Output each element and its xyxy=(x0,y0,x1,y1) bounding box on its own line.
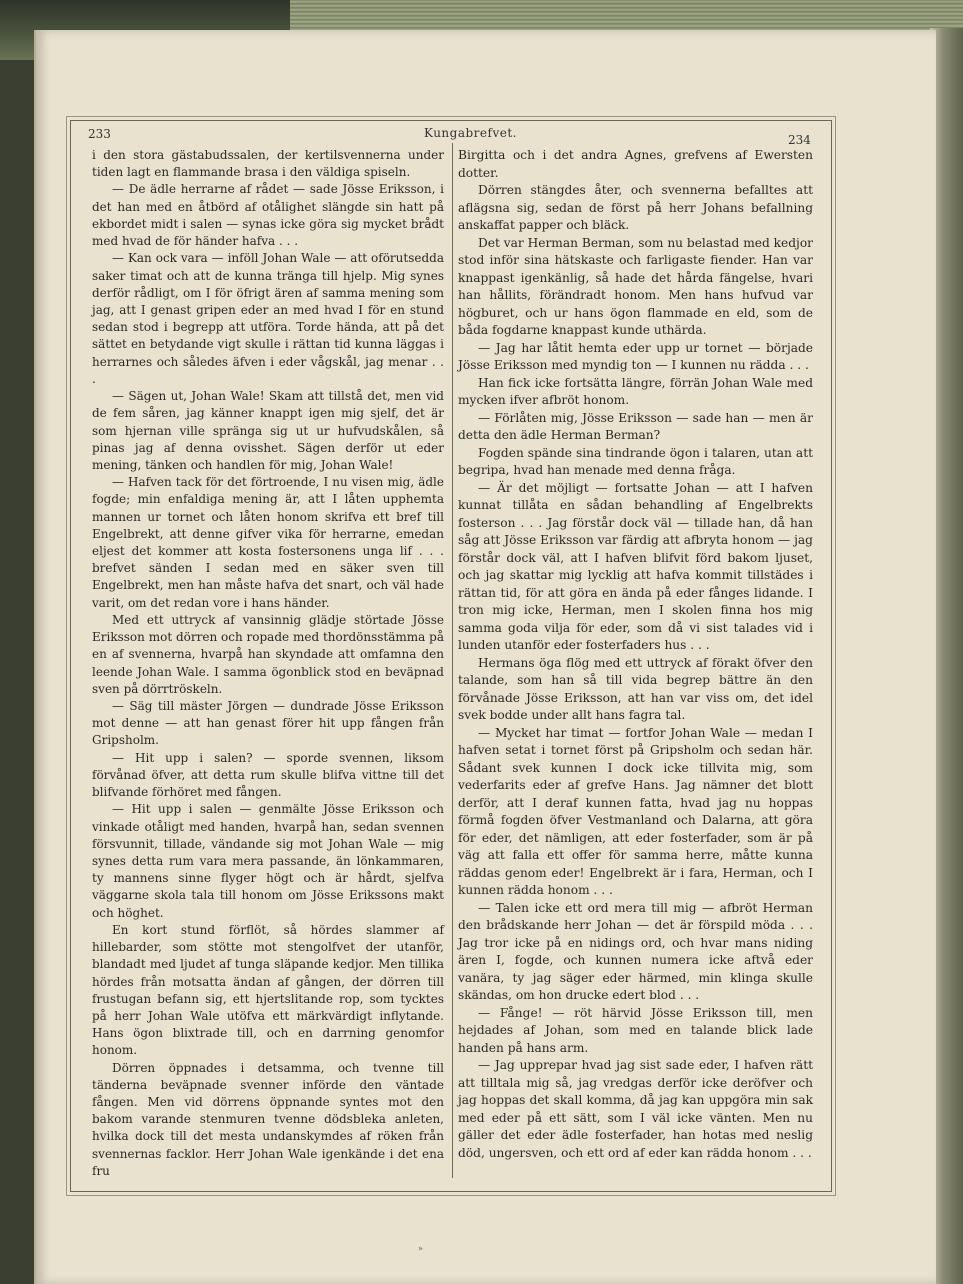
left-column xyxy=(92,147,444,1180)
paragraph: Dörren stängdes åter, och svennerna befalltes att aflägsna sig, sedan de först på herr Johans befallning anskaffat papper och bläck. xyxy=(458,183,813,232)
right-column xyxy=(458,147,813,1162)
paragraph: Birgitta och i det andra Agnes, grefvens af Ewersten dotter. xyxy=(458,148,813,180)
paragraph: — Är det möjligt — fortsatte Johan — att I hafven kunnat tillåta en sådan behandling af Engelbrekts fosterson . . . Jag förstår dock väl — tillade han, då han såg att Jösse Eriksson var färdig att afbryta honom — jag förstår dock väl, att I hafven blifvit förd bakom ljuset, och jag skattar mig lycklig att hafva kommit tillstädes i rättan tid, för att göra en ända på eder fånges lidande. I tron mig icke, Herman, men I skolen finna hos mig samma goda vilja för eder, som då vi sist talades vid i lunden utanför eder fosterfaders hus . . . xyxy=(458,480,813,652)
column-divider xyxy=(452,143,453,1178)
paragraph: — Hafven tack för det förtroende, I nu visen mig, ädle fogde; min enfaldiga mening är, att I låten upphemta mannen ur tornet och låten honom skrifva ett bref till Engelbrekt, att denne gifver vika för herrarne, emedan eljest det kommer att kosta fostersonens unga lif . . . brefvet sänden I sedan med en säker sven till Engelbrekt, men han måste hafva det snart, och väl hade varit, om det redan vore i hans händer. xyxy=(92,475,444,610)
paragraph: Det var Herman Berman, som nu belastad med kedjor stod inför sina hätskaste och farligaste fiender. Han var knappast igenkänlig, så hade det hårda fängelse, hvari han hållits, förändradt honom. Men hans hufvud var högburet, och ur hans ögon flammade en eld, som de båda fogdarne knappast kunde uthärda. xyxy=(458,235,813,337)
page-number-right: 234 xyxy=(788,133,811,147)
footer-mark: » xyxy=(418,1244,423,1253)
paragraph: En kort stund förflöt, så hördes slammer af hillebarder, som stötte mot stengolfvet der utanför, blandadt med ljudet af tunga släpande kedjor. Men tillika hördes från motsatta ändan af gången, der dörren till frustugan befann sig, ett hjertslitande rop, som tycktes på herr Johan Wale utöfva ett märkvärdigt inflytande. Hans ögon blixtrade till, och en darrning genomfor honom. xyxy=(92,922,444,1058)
paragraph: — Mycket har timat — fortfor Johan Wale — medan I hafven setat i tornet först på Gripsholm och sedan här. Sådant svek kunnen I dock icke tillvita mig, som vederfarits eder af grefve Hans. Jag nämner det blott derför, att I deraf kunnen fatta, hvad jag nu hoppas förmå fogden öfver Vestmanland och Dalarna, att göra för eder, det nämligen, att eder fosterfader, som är på väg att falla ett offer för samma herre, måtte kunna räddas genom eder! Engelbrekt är i fara, Herman, och I kunnen rädda honom . . . xyxy=(458,725,813,897)
paragraph: — Kan ock vara — inföll Johan Wale — att oförutsedda saker timat och att de kunna tränga till hjelp. Mig synes derför rådligt, om I för öfrigt ären af samma mening som jag, att I genast gripen eder an med hvad I för en stund sedan stod i begrepp att utföra. Torde hända, att på det sättet en betydande vigt skulle i rättan tid kunna läggas i herrarnes och således äfven i eder vågskål, jag menar . . . xyxy=(92,251,444,386)
paragraph: i den stora gästabudssalen, der kertilsvennerna under tiden lagt en flammande brasa i den väldiga spiseln. xyxy=(92,148,444,180)
paragraph: Hermans öga flög med ett uttryck af förakt öfver den talande, som han så till vida begrep bättre än den förvånade Jösse Eriksson, att han var viss om, det idel svek bodde under allt hans fagra tal. xyxy=(458,655,813,722)
paragraph: — Fånge! — röt härvid Jösse Eriksson till, men hejdades af Johan, som med en talande blick lade handen på hans arm. xyxy=(458,1005,813,1055)
paragraph: — Förlåten mig, Jösse Eriksson — sade han — men är detta den ädle Herman Berman? xyxy=(458,410,813,442)
paragraph: — Hit upp i salen? — sporde svennen, liksom förvånad öfver, att detta rum skulle blifva vittne till det blifvande förhöret med fången. xyxy=(92,750,444,800)
paragraph: — De ädle herrarne af rådet — sade Jösse Eriksson, i det han med en åtbörd af otålighet slängde sin hatt på ekbordet midt i salen — synas icke göra sig mycket brådt med hvad de för händer hafva . . . xyxy=(92,182,444,249)
paragraph: — Säg till mäster Jörgen — dundrade Jösse Eriksson mot denne — att han genast förer hit upp fången från Gripsholm. xyxy=(92,699,444,748)
running-title: Kungabrefvet. xyxy=(424,126,517,140)
page-number-left: 233 xyxy=(88,127,111,141)
paragraph: Fogden spände sina tindrande ögon i talaren, utan att begripa, hvad han menade med denna fråga. xyxy=(458,445,813,477)
paragraph: — Jag upprepar hvad jag sist sade eder, I hafven rätt att tilltala mig så, jag vredgas derför icke deröfver och jag hoppas det skall komma, då jag kan uppgöra min sak med eder på ett sätt, som I väl icke vänten. Men nu gäller det eder ädle fosterfader, han hotas med neslig död, ungersven, och ett ord af eder kan rädda honom . . . xyxy=(458,1058,813,1160)
paragraph: — Hit upp i salen — genmälte Jösse Eriksson och vinkade otåligt med handen, hvarpå han, sedan svennen försvunnit, tillade, vändande sig mot Johan Wale — mig synes detta rum vara mera passande, än lönkammaren, ty mannens sinne flyger högt och är hårdt, sjelfva väggarne skola tala till honom om Jösse Erikssons makt och höghet. xyxy=(92,802,444,920)
paragraph: Dörren öppnades i detsamma, och tvenne till tänderna beväpnade svenner införde den väntade fången. Men vid dörrens öppnande syntes mot den bakom varande stenmuren tvenne dödsbleka anleten, hvilka dock till det mesta undanskymdes af röken från svennernas facklor. Herr Johan Wale igenkände i det ena fru xyxy=(92,1060,444,1178)
paragraph: Han fick icke fortsätta längre, förrän Johan Wale med mycken ifver afbröt honom. xyxy=(458,375,813,407)
paragraph: — Jag har låtit hemta eder upp ur tornet — började Jösse Eriksson med myndig ton — I kunnen nu rädda . . . xyxy=(458,340,813,372)
paragraph: — Talen icke ett ord mera till mig — afbröt Herman den brådskande herr Johan — det är förspild möda . . . Jag tror icke på en nidings ord, och hvar mans niding ären I, fogde, och kunnen numera icke aftvå eder vanära, ty jag säger eder härmed, min klinga skulle skändas, om hon drucke edert blod . . . xyxy=(458,900,813,1002)
paragraph: Med ett uttryck af vansinnig glädje störtade Jösse Eriksson mot dörren och ropade med thordönsstämma på en af svennerna, hvarpå han skyndade att omfamna den leende Johan Wale. I samma ögonblick stod en beväpnad sven på dörrtröskeln. xyxy=(92,612,444,696)
paragraph: — Sägen ut, Johan Wale! Skam att tillstå det, men vid de fem såren, jag känner knappt igen mig sjelf, det är som hjernan ville spränga sig ut ur hufvudskålen, så pinas jag af denna ovisshet. Sägen derför ut eder mening, tänken och handlen för mig, Johan Wale! xyxy=(92,389,444,472)
